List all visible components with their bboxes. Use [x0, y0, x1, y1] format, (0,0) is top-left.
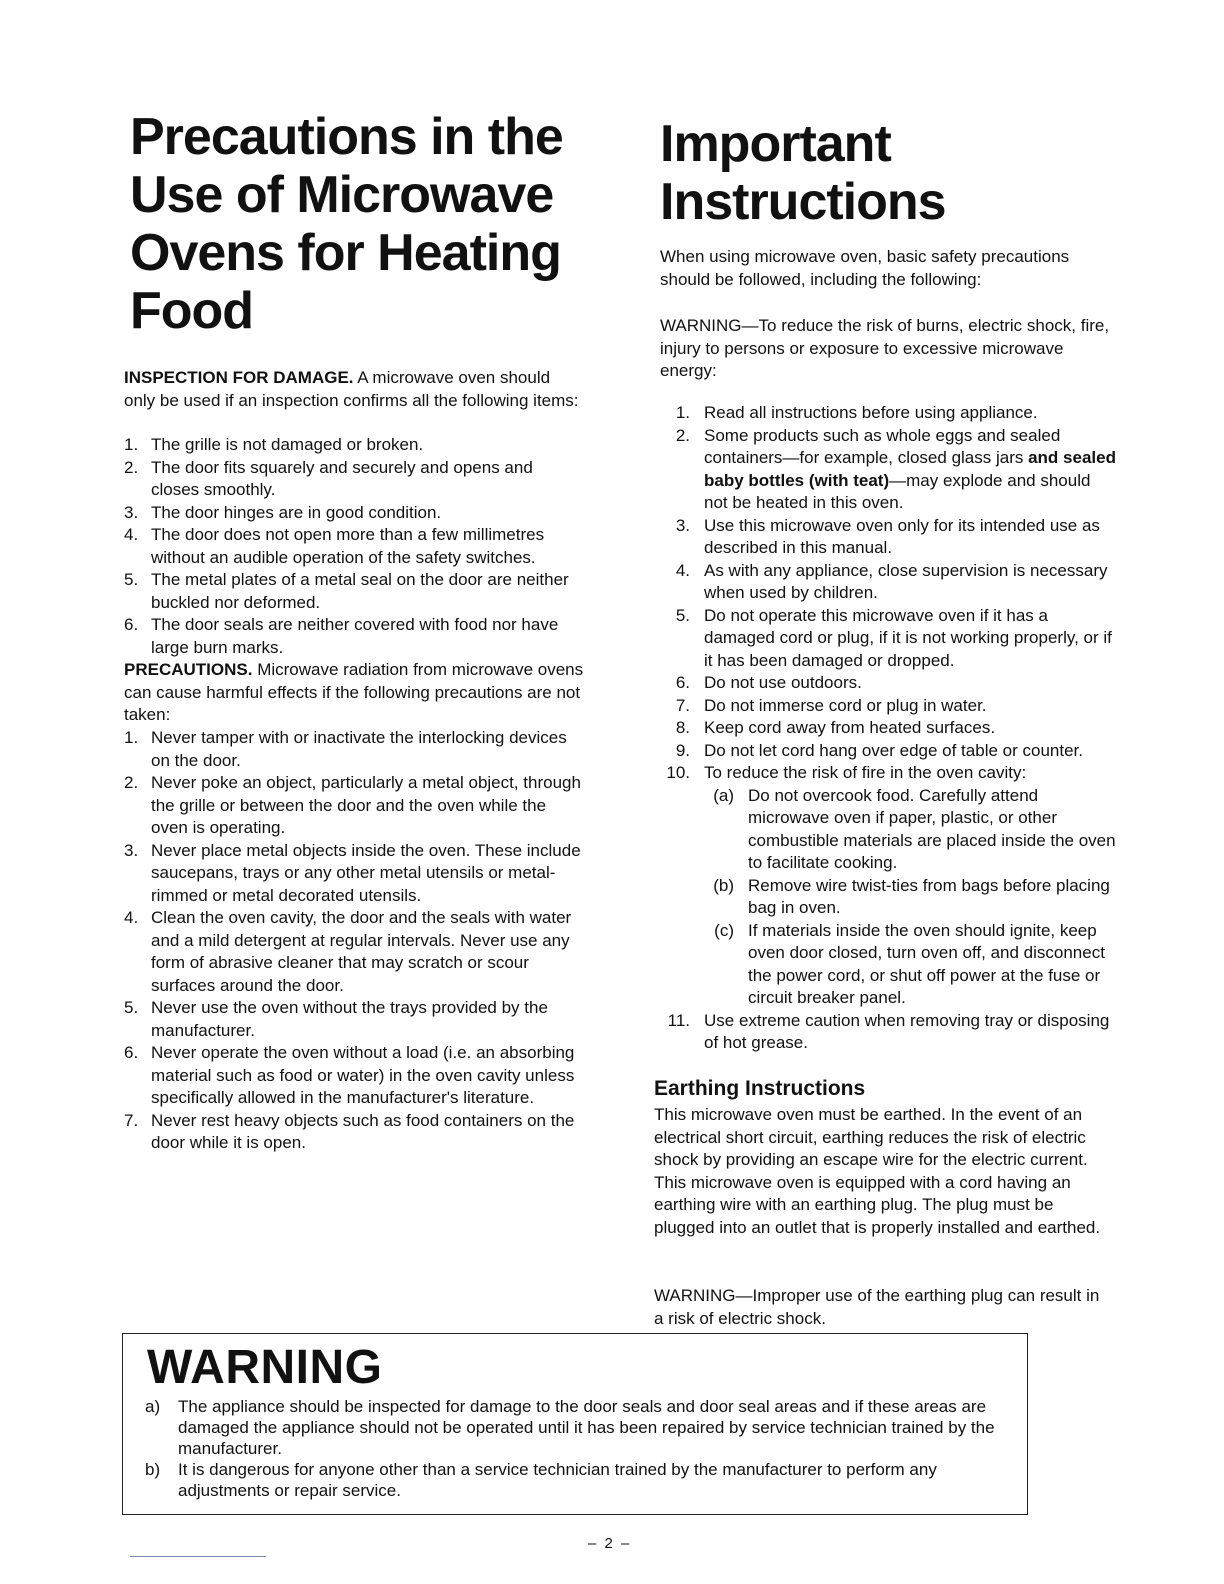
earthing-warning: WARNING—Improper use of the earthing plug can result in a risk of electric shock.	[654, 1286, 1100, 1328]
fire-sublist	[704, 785, 1116, 1010]
important-instructions-title: Important Instructions	[660, 115, 946, 231]
list-item: 2. The door fits squarely and securely and opens and closes smoothly.	[124, 457, 533, 499]
inspection-heading: INSPECTION FOR DAMAGE.	[124, 368, 354, 387]
list-item: 2. Never poke an object, particularly a metal object, through the grille or between the door and the oven while the oven is operating.	[124, 773, 581, 837]
list-item: 6. Do not use outdoors.	[675, 673, 862, 692]
list-item: (a) Do not overcook food. Carefully attend microwave oven if paper, plastic, or other combustible materials are placed inside the oven to facilitate cooking.	[713, 785, 1116, 872]
list-item: 5. The metal plates of a metal seal on the door are neither buckled nor deformed.	[124, 570, 569, 612]
earthing-text: This microwave oven must be earthed. In the event of an electrical short circuit, earthing reduces the risk of electric shock by providing an escape wire for the electric current. This microwave oven is equipped with a cord having an earthing wire with an earthing plug. The plug must be plugged into an outlet that is properly installed and earthed.	[654, 1105, 1101, 1237]
footer-rule	[130, 1556, 266, 1557]
inspection-intro	[124, 367, 584, 412]
list-item: 1. Read all instructions before using appliance.	[675, 403, 1038, 422]
inspection-intro-text: A microwave oven should only be used if an inspection confirms all the following items:	[124, 368, 579, 410]
list-item: 5. Never use the oven without the trays provided by the manufacturer.	[124, 998, 548, 1040]
list-item: a) The appliance should be inspected for damage to the door seals and door seal areas and if these areas are damaged the appliance should not be operated until it has been repaired by service technician trained by the manufacturer.	[145, 1397, 995, 1458]
list-item: 7. Never rest heavy objects such as food containers on the door while it is open.	[124, 1110, 575, 1152]
list-item: 7. Do not immerse cord or plug in water.	[675, 695, 987, 715]
list-item: 5. Do not operate this microwave oven if it has a damaged cord or plug, if it is not working properly, or if it has been damaged or dropped.	[675, 605, 1112, 670]
precautions-intro-text: Microwave radiation from microwave ovens can cause harmful effects if the following precautions are not taken:	[124, 660, 584, 724]
list-item: 3. The door hinges are in good condition.	[124, 502, 442, 522]
list-item: 8. Keep cord away from heated surfaces.	[675, 718, 996, 737]
list-item: 6. The door seals are neither covered with food nor have large burn marks.	[124, 615, 559, 657]
instructions-intro: When using microwave oven, basic safety precautions should be followed, including the following:	[660, 247, 1070, 289]
list-item: 4. As with any appliance, close supervision is necessary when used by children.	[675, 560, 1108, 602]
inspection-list	[124, 434, 584, 659]
list-item: 1. The grille is not damaged or broken.	[124, 435, 424, 454]
list-item: 9. Do not let cord hang over edge of table or counter.	[675, 740, 1083, 760]
warning-list	[145, 1396, 1005, 1501]
list-item: 11. Use extreme caution when removing tray or disposing of hot grease.	[667, 1010, 1110, 1052]
list-item: 3. Use this microwave oven only for its intended use as described in this manual.	[675, 515, 1100, 557]
precautions-heading: PRECAUTIONS.	[124, 660, 253, 679]
instructions-list	[660, 402, 1116, 1055]
list-item: (c) If materials inside the oven should ignite, keep oven door closed, turn oven off, and disconnect the power cord, or shut off power at the fuse or circuit breaker panel.	[714, 920, 1105, 1007]
list-item: 6. Never operate the oven without a load (i.e. an absorbing material such as food or water) in the oven cavity unless specifically allowed in the manufacturer's literature.	[124, 1043, 575, 1107]
list-item: 4. The door does not open more than a few millimetres without an audible operation of the safety switches.	[124, 525, 545, 567]
list-item: 3. Never place metal objects inside the oven. These include saucepans, trays or any other metal utensils or metal-rimmed or metal decorated utensils.	[124, 840, 581, 905]
precautions-title: Precautions in the Use of Microwave Ovens for Heating Food	[130, 108, 563, 340]
earthing-heading: Earthing Instructions	[654, 1077, 866, 1100]
list-item: b) It is dangerous for anyone other than a service technician trained by the manufacturer to perform any adjustments or repair service.	[145, 1460, 937, 1500]
warning-box	[122, 1333, 1028, 1515]
list-item: 4. Clean the oven cavity, the door and the seals with water and a mild detergent at regular intervals. Never use any form of abrasive cleaner that may scratch or scour surfaces around the door.	[124, 908, 572, 995]
list-item: (b) Remove wire twist-ties from bags before placing bag in oven.	[713, 875, 1110, 917]
warning-title: WARNING	[147, 1341, 383, 1394]
list-item: 2. Some products such as whole eggs and sealed containers—for example, closed glass jars and sealed baby bottles (with teat)—may explode and should not be heated in this oven.	[675, 425, 1116, 512]
precautions-intro	[124, 659, 584, 727]
list-item: 1. Never tamper with or inactivate the interlocking devices on the door.	[124, 728, 567, 770]
instructions-warning: WARNING—To reduce the risk of burns, electric shock, fire, injury to persons or exposure to excessive microwave energy:	[660, 316, 1110, 380]
page-number: – 2 –	[588, 1535, 632, 1552]
list-item: 10. To reduce the risk of fire in the oven cavity: (a) Do not overcook food. Carefully attend microwave oven if paper, plastic, or other combustible materials are placed inside the oven to facilitate cooking. (b) Remove wire twist-ties from bags before placing bag in oven. (c) If materials inside the oven should ignite, keep oven door closed, turn oven off, and disconnect the power cord, or shut off power at the fuse or circuit breaker panel.	[660, 762, 1116, 1010]
precautions-list	[124, 727, 584, 1155]
